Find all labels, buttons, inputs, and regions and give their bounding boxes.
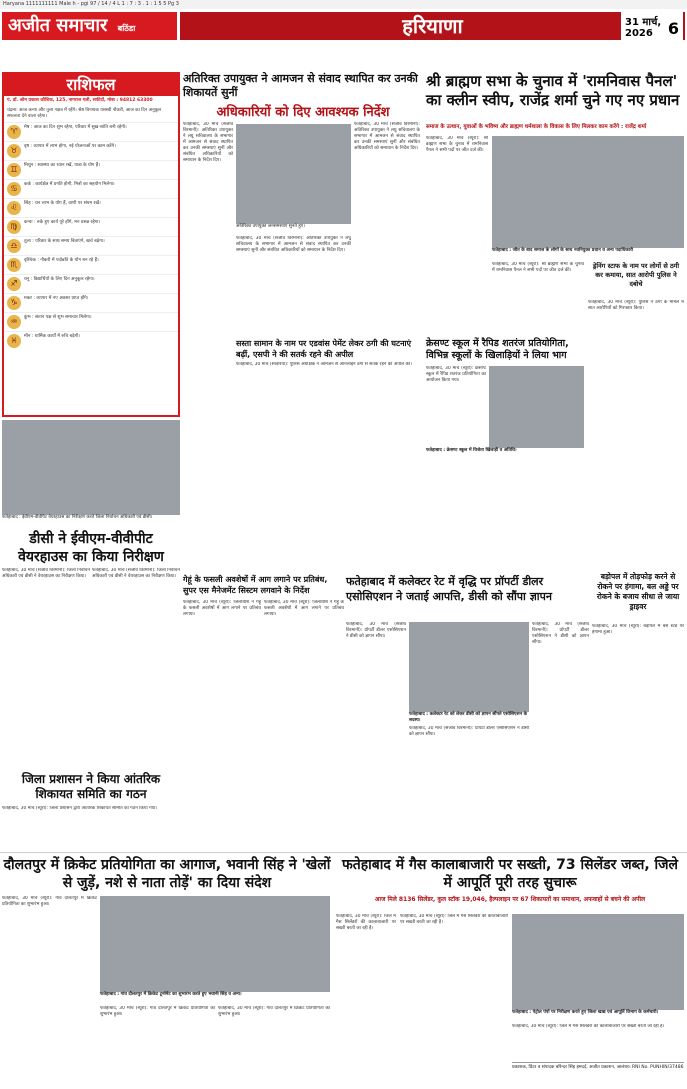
body-dc-evm-2: फतेहाबाद, 30 मार्च (संजीव विरमानी): जिला निर्वाचन अधिकारी एवं डीसी ने वेयरहाउस का निरीक्षण किया। bbox=[92, 568, 180, 579]
headline-wheat: गेहूं के फसली अवशेषों में आग लगाने पर प्रतिबंध, सुपर एस मैनेजमेंट सिस्टम लगवाने के निर्देश bbox=[183, 575, 328, 595]
rashifal-intro: चंद्रमा: आज कन्या और तुला नक्षत्र में रहेंगे। श्रेष्ठ विनायक यशस्वी नौकरी, आज का दिन अनुकूल सफलता देने वाला रहेगा। bbox=[7, 108, 162, 119]
zodiac-icon: ♓ bbox=[7, 334, 21, 348]
rashifal-sign-text: मिथुन : स्वास्थ्य का ध्यान रखें, यात्रा के योग हैं। bbox=[24, 163, 100, 168]
subhead-gas: आज मिले 8136 सिलेंडर, कुल स्टॉक 19,046, हैल्पलाइन पर 67 शिकायतों का समाधान, अफवाहों से बचने की अपील bbox=[374, 896, 646, 903]
body-brahman-sabha-2: फतेहाबाद, 30 मार्च (ब्यूरो): श्री ब्राह्मण सभा के चुनाव में रामनिवास पैनल ने सभी पदों पर जीत दर्ज की। bbox=[492, 262, 584, 273]
photo-gas bbox=[512, 914, 684, 1010]
rashifal-sign-row bbox=[4, 293, 178, 312]
body-cricket-3: फतेहाबाद, 30 मार्च (ब्यूरो): गांव दौलतपुर में क्रिकेट प्रतियोगिता का शुभारंभ हुआ। bbox=[218, 1006, 330, 1017]
zodiac-icon: ♉ bbox=[7, 144, 21, 158]
body-chess: फतेहाबाद, 30 मार्च (ब्यूरो): क्रेसण्ट स्कूल में रैपिड शतरंज प्रतियोगिता का आयोजन किया गया। bbox=[426, 366, 486, 383]
rashifal-sign-row bbox=[4, 122, 178, 141]
rashifal-sign-row bbox=[4, 179, 178, 198]
zodiac-icon: ♌ bbox=[7, 201, 21, 215]
body-gas-3: फतेहाबाद, 30 मार्च (ब्यूरो): जिले में गैस सिलेंडरों की कालाबाजारी पर सख्ती बरती जा रही है। bbox=[512, 1024, 665, 1029]
body-adc-3: फतेहाबाद, 30 मार्च (संजीव विरमानी): अतिरिक्त उपायुक्त ने लघु सचिवालय के सभागार में आमजन से संवाद स्थापित कर उनकी समस्याएं सुनीं और संबंधित अधिकारियों को समाधान के निर्देश दिए। bbox=[354, 122, 420, 151]
photo-collector-rate bbox=[409, 622, 529, 712]
headline-cricket: दौलतपुर में क्रिकेट प्रतियोगिता का आगाज, भवानी सिंह ने 'खेलों से जुड़ें, नशे से नाता तोड़ें' का दिया संदेश bbox=[3, 857, 331, 891]
photo-adc bbox=[236, 124, 351, 224]
rashifal-sign-row bbox=[4, 160, 178, 179]
rashifal-sign-text: कुंभ : संतान पक्ष से शुभ समाचार मिलेगा। bbox=[24, 315, 92, 320]
body-sp-appeal: फतेहाबाद, 30 मार्च (सांवरिया): पुलिस अधीक्षक ने आमजन से ऑनलाइन ठगी से सतर्क रहने की अपील की। bbox=[236, 362, 412, 367]
headline-sp-appeal: सस्ता सामान के नाम पर एडवांस पेमेंट लेकर ठगी की घटनाएं बढ़ीं, एसपी ने की सतर्क रहने की अपील bbox=[236, 339, 412, 359]
body-collector-rate-2: फतेहाबाद, 30 मार्च (संजीव विरमानी): प्रॉपर्टी डीलर एसोसिएशन ने डीसी को ज्ञापन सौंपा। bbox=[409, 726, 529, 737]
headline-gas: फतेहाबाद में गैस कालाबाजारी पर सख्ती, 73 सिलेंडर जब्त, जिले में आपूर्ति पूरी तरह सुचारू bbox=[341, 857, 679, 891]
rashifal-sign-text: धनु : विद्यार्थियों के लिए दिन अनुकूल रहेगा। bbox=[24, 277, 95, 282]
rashifal-sign-text: तुला : परिवार के साथ समय बिताएंगे, खर्च बढ़ेगा। bbox=[24, 239, 105, 244]
photo-chess bbox=[489, 366, 584, 450]
rashifal-sign-row bbox=[4, 198, 178, 217]
rashifal-title: राशिफल bbox=[4, 74, 178, 96]
print-info-strip: Haryana 1111111111 Male h - pgi 97 / 14 / 4 L 1 : 7 : 3 . 1 : 1 5 5 Pg 3 bbox=[0, 0, 687, 9]
rashifal-sign-text: मकर : व्यापार में नए अवसर प्राप्त होंगे। bbox=[24, 296, 89, 301]
footer-imprint: प्रकाशक, प्रिंटर व संपादक बरिन्दर सिंह हमदर्द, अजीत प्रकाशन, जालंधर। RNI No. PUNHIN/37486 bbox=[512, 1062, 684, 1071]
body-dc-evm: फतेहाबाद, 30 मार्च (संजीव विरमानी): जिला निर्वाचन अधिकारी एवं डीसी ने वेयरहाउस का निरीक्षण किया। bbox=[2, 568, 90, 579]
photo-dc-evm bbox=[2, 420, 180, 515]
rashifal-sign-text: मीन : धार्मिक कार्यों में रुचि बढ़ेगी। bbox=[24, 334, 81, 339]
caption-cricket: फतेहाबाद : गांव दौलतपुर में क्रिकेट टूर्नामेंट का शुभारंभ करते हुए भवानी सिंह व अन्य। bbox=[100, 992, 330, 998]
body-adc: फतेहाबाद, 30 मार्च (संजीव विरमानी): अतिरिक्त उपायुक्त ने लघु सचिवालय के सभागार में आमजन से संवाद स्थापित कर उनकी समस्याएं सुनीं और संबंधित अधिकारियों को समाधान के निर्देश दिए। bbox=[183, 122, 233, 163]
section-title: हरियाणा bbox=[180, 12, 685, 40]
body-police: फतेहाबाद, 30 मार्च (ब्यूरो): पुलिस ने ठगी के मामले में सात आरोपियों को गिरफ्तार किया। bbox=[588, 300, 684, 311]
body-gas: फतेहाबाद, 30 मार्च (ब्यूरो): जिले में गैस सिलेंडरों की कालाबाजारी पर सख्ती बरती जा रही है। bbox=[336, 914, 396, 931]
page-number: 6 bbox=[667, 19, 679, 38]
body-adc-2: फतेहाबाद, 30 मार्च (संजीव विरमानी): अतिरिक्त उपायुक्त ने लघु सचिवालय के सभागार में आमजन से संवाद स्थापित कर उनकी समस्याएं सुनीं और संबंधित अधिकारियों को समाधान के निर्देश दिए। bbox=[236, 236, 351, 253]
subhead-adc: अधिकारियों को दिए आवश्यक निर्देश bbox=[216, 105, 390, 120]
brand-name: अजीत समाचार bbox=[8, 15, 108, 36]
caption-chess: फतेहाबाद : क्रेसण्ट स्कूल में विजेता खिलाड़ी व अतिथि। bbox=[426, 448, 584, 454]
zodiac-icon: ♍ bbox=[7, 220, 21, 234]
caption-gas: फतेहाबाद : पेट्रोल पंपों पर निरीक्षण करते हुए जिला खाद्य एवं आपूर्ति विभाग के कर्मचारी। bbox=[512, 1010, 684, 1016]
rashifal-sign-row bbox=[4, 217, 178, 236]
rashifal-sign-text: सिंह : धन लाभ के योग हैं, वाणी पर संयम रखें। bbox=[24, 201, 101, 206]
body-cricket-2: फतेहाबाद, 30 मार्च (ब्यूरो): गांव दौलतपुर में क्रिकेट प्रतियोगिता का शुभारंभ हुआ। bbox=[100, 1006, 215, 1017]
subhead-brahman-sabha: समाज के उत्थान, युवाओं के भविष्य और ब्राह्मण धर्मशाला के विकास के लिए मिलकर काम करेंगे : राजेंद्र शर्मा bbox=[426, 124, 647, 130]
rashifal-subtitle: पं. डॉ. ओम प्रकाश कौशिक, 125, नागराज गली, सफीदों, मोबा : 94812 63300 bbox=[7, 98, 153, 103]
zodiac-icon: ♏ bbox=[7, 258, 21, 272]
body-gas-2: फतेहाबाद, 30 मार्च (ब्यूरो): जिले में गैस सिलेंडरों की कालाबाजारी पर सख्ती बरती जा रही है। bbox=[400, 914, 508, 925]
headline-adc: अतिरिक्त उपायुक्त ने आमजन से संवाद स्थापित कर उनकी शिकायतें सुनीं bbox=[183, 72, 418, 99]
rashifal-sign-text: कर्क : कार्यक्षेत्र में प्रगति होगी, मित्रों का सहयोग मिलेगा। bbox=[24, 182, 115, 187]
edition-name: बठिंडा bbox=[117, 23, 136, 33]
body-cricket: फतेहाबाद, 30 मार्च (ब्यूरो): गांव दौलतपुर में क्रिकेट प्रतियोगिता का शुभारंभ हुआ। bbox=[2, 896, 97, 907]
rashifal-sign-row bbox=[4, 141, 178, 160]
rashifal-sign-list bbox=[4, 122, 178, 350]
headline-collector-rate: फतेहाबाद में कलेक्टर रेट में वृद्धि पर प्रॉपर्टी डीलर एसोसिएशन ने जताई आपत्ति, डीसी को सौंपा ज्ञापन bbox=[346, 575, 552, 603]
rashifal-sign-text: वृश्चिक : नौकरी में पदोन्नति के योग बन रहे हैं। bbox=[24, 258, 99, 263]
zodiac-icon: ♑ bbox=[7, 296, 21, 310]
zodiac-icon: ♐ bbox=[7, 277, 21, 291]
section-divider bbox=[0, 852, 687, 853]
photo-brahman-sabha bbox=[492, 136, 684, 248]
zodiac-icon: ♈ bbox=[7, 125, 21, 139]
issue-date: 31 मार्च, 2026 bbox=[625, 17, 662, 39]
caption-brahman-sabha: फतेहाबाद : जीत के बाद समाज के लोगों के साथ नवनियुक्त प्रधान व अन्य पदाधिकारी bbox=[492, 248, 684, 254]
headline-committee: जिला प्रशासन ने किया आंतरिक शिकायत समिति का गठन bbox=[21, 772, 161, 801]
caption-dc-evm: फतेहाबाद : ईवीएम-वीवीपैट वेयरहाउस का निरीक्षण करते जिला निर्वाचन अधिकारी एवं डीसी। bbox=[2, 515, 180, 521]
zodiac-icon: ♊ bbox=[7, 163, 21, 177]
newspaper-brand bbox=[2, 12, 177, 40]
rashifal-box bbox=[2, 72, 180, 417]
body-brahman-sabha: फतेहाबाद, 30 मार्च (ब्यूरो): श्री ब्राह्मण सभा के चुनाव में रामनिवास पैनल ने सभी पदों पर जीत दर्ज की। bbox=[426, 136, 488, 153]
rashifal-sign-row bbox=[4, 255, 178, 274]
rashifal-sign-row bbox=[4, 274, 178, 293]
body-collector-rate: फतेहाबाद, 30 मार्च (संजीव विरमानी): प्रॉपर्टी डीलर एसोसिएशन ने डीसी को ज्ञापन सौंपा। bbox=[346, 622, 406, 639]
rashifal-sign-row bbox=[4, 312, 178, 331]
headline-police: ड्रेनिंग स्टाफ के नाम पर लोगों से ठगी कर कमाया, सात आरोपी पुलिस ने दबोचे bbox=[592, 262, 680, 288]
headline-chess: क्रेसण्ट स्कूल में रैपिड शतरंज प्रतियोगिता, विभिन्न स्कूलों के खिलाड़ियों ने लिया भाग bbox=[426, 338, 569, 361]
caption-adc: अतिरिक्त उपायुक्त जनसमस्याएं सुनते हुए। bbox=[236, 224, 351, 230]
headline-brahman-sabha: श्री ब्राह्मण सभा के चुनाव में 'रामनिवास पैनल' का क्लीन स्वीप, राजेंद्र शर्मा चुने गए नए प्रधान bbox=[426, 72, 680, 109]
rashifal-sign-row bbox=[4, 236, 178, 255]
body-wheat-2: फतेहाबाद, 30 मार्च (ब्यूरो): जिलाधीश ने गेहूं के फसली अवशेषों में आग लगाने पर प्रतिबंध लगाया। bbox=[264, 600, 344, 617]
rashifal-sign-row bbox=[4, 331, 178, 350]
date-box bbox=[621, 12, 683, 40]
caption-collector-rate: फतेहाबाद : कलेक्टर रेट को लेकर डीसी को ज्ञापन सौंपते एसोसिएशन के सदस्य। bbox=[409, 712, 528, 723]
headline-badopal: बड़ोपल में तोड़फोड़ करने से रोकने पर हंगामा, बल अड्डे पर रोकने के बजाय सीधा ले जाया ड्राइवर bbox=[596, 572, 680, 611]
body-collector-rate-3: फतेहाबाद, 30 मार्च (संजीव विरमानी): प्रॉपर्टी डीलर एसोसिएशन ने डीसी को ज्ञापन सौंपा। bbox=[532, 622, 589, 645]
photo-cricket bbox=[100, 896, 330, 992]
body-committee: फतेहाबाद, 30 मार्च (ब्यूरो): जिला प्रशासन द्वारा आंतरिक शिकायत समिति का गठन किया गया। bbox=[2, 806, 158, 811]
rashifal-sign-text: कन्या : रुके हुए कार्य पूरे होंगे, मन प्रसन्न रहेगा। bbox=[24, 220, 101, 225]
rashifal-sign-text: वृष : व्यापार में लाभ होगा, नई योजनाओं पर काम करेंगे। bbox=[24, 144, 116, 149]
headline-dc-evm: डीसी ने ईवीएम-वीवीपीट वेयरहाउस का किया निरीक्षण bbox=[18, 531, 164, 565]
zodiac-icon: ♋ bbox=[7, 182, 21, 196]
body-wheat: फतेहाबाद, 30 मार्च (ब्यूरो): जिलाधीश ने गेहूं के फसली अवशेषों में आग लगाने पर प्रतिबंध लगाया। bbox=[183, 600, 261, 617]
rashifal-sign-text: मेष : आज का दिन शुभ रहेगा, परिवार में सुख-शांति बनी रहेगी। bbox=[24, 125, 127, 130]
body-badopal: फतेहाबाद, 30 मार्च (ब्यूरो): बड़ोपल में बस स्टैंड पर हंगामा हुआ। bbox=[592, 624, 684, 635]
zodiac-icon: ♒ bbox=[7, 315, 21, 329]
zodiac-icon: ♎ bbox=[7, 239, 21, 253]
